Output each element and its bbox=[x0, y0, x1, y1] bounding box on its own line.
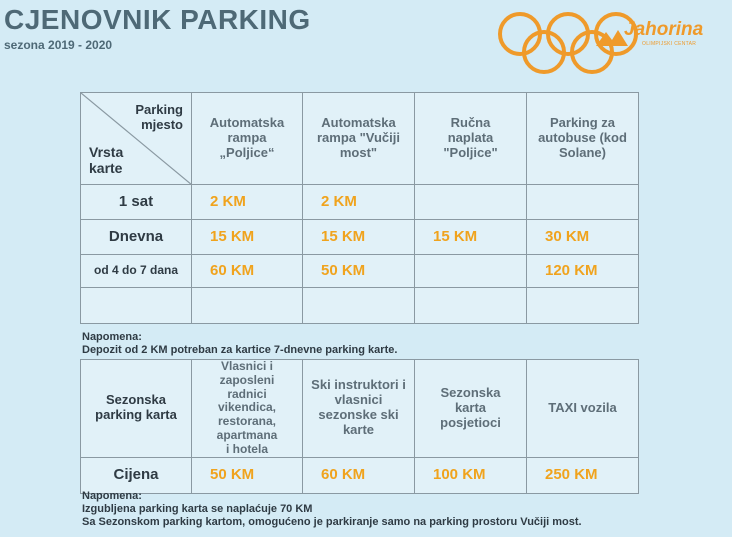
table-row bbox=[81, 220, 639, 255]
empty-cell bbox=[192, 288, 303, 324]
row-label: Cijena bbox=[81, 457, 192, 493]
price-cell: 60 KM bbox=[303, 457, 415, 493]
note-deposit: Napomena: Depozit od 2 KM potreban za kartice 7-dnevne parking karte. bbox=[82, 331, 398, 357]
jahorina-logo bbox=[492, 10, 714, 76]
column-header: Parking za autobuse (kod Solane) bbox=[527, 93, 639, 185]
price-cell: 2 KM bbox=[303, 185, 415, 220]
parking-price-table bbox=[80, 92, 639, 324]
season-subtitle: sezona 2019 - 2020 bbox=[4, 38, 113, 52]
price-cell bbox=[415, 185, 527, 220]
price-cell bbox=[527, 185, 639, 220]
table-row bbox=[81, 457, 639, 493]
column-header: Ručna naplata "Poljice" bbox=[415, 93, 527, 185]
empty-cell bbox=[415, 288, 527, 324]
logo-tagline: OLIMPIJSKI CENTAR bbox=[642, 41, 697, 47]
price-cell: 250 KM bbox=[527, 457, 639, 493]
price-cell: 30 KM bbox=[527, 220, 639, 255]
empty-cell bbox=[303, 288, 415, 324]
table-row bbox=[81, 185, 639, 220]
table-row bbox=[81, 255, 639, 288]
row-label: 1 sat bbox=[81, 185, 192, 220]
page-title: CJENOVNIK PARKING bbox=[4, 4, 311, 35]
table-header-row bbox=[81, 93, 639, 185]
column-header: Vlasnici i zaposleni radnici vikendica, restorana, apartmana i hotela bbox=[192, 360, 303, 458]
row-label: Dnevna bbox=[81, 220, 192, 255]
column-header: Automatska rampa „Poljice“ bbox=[192, 93, 303, 185]
table-row-empty bbox=[81, 288, 639, 324]
price-cell: 60 KM bbox=[192, 255, 303, 288]
column-header: Ski instruktori i vlasnici sezonske ski karte bbox=[303, 360, 415, 458]
corner-top-label: Parking mjesto bbox=[135, 102, 183, 132]
column-header: TAXI vozila bbox=[527, 360, 639, 458]
price-cell: 50 KM bbox=[192, 457, 303, 493]
price-cell: 50 KM bbox=[303, 255, 415, 288]
note-lost-ticket: Napomena: Izgubljena parking karta se naplaćuje 70 KM Sa Sezonskom parking kartom, omogućeno je parkiranje samo na parking prostoru Vučiji most. bbox=[82, 490, 582, 529]
column-header: Sezonska karta posjetioci bbox=[415, 360, 527, 458]
price-cell: 100 KM bbox=[415, 457, 527, 493]
price-cell: 15 KM bbox=[192, 220, 303, 255]
price-cell bbox=[415, 255, 527, 288]
corner-bottom-label: Vrsta karte bbox=[89, 143, 124, 176]
empty-cell bbox=[81, 288, 192, 324]
logo-brand: Jahorina bbox=[624, 19, 704, 40]
table-header-row bbox=[81, 360, 639, 458]
price-cell: 2 KM bbox=[192, 185, 303, 220]
column-header: Automatska rampa "Vučiji most" bbox=[303, 93, 415, 185]
empty-cell bbox=[527, 288, 639, 324]
seasonal-corner-label: Sezonska parking karta bbox=[81, 360, 192, 458]
price-cell: 15 KM bbox=[303, 220, 415, 255]
corner-cell bbox=[81, 93, 192, 185]
row-label: od 4 do 7 dana bbox=[81, 255, 192, 288]
price-cell: 15 KM bbox=[415, 220, 527, 255]
price-cell: 120 KM bbox=[527, 255, 639, 288]
seasonal-ticket-table bbox=[80, 359, 639, 494]
